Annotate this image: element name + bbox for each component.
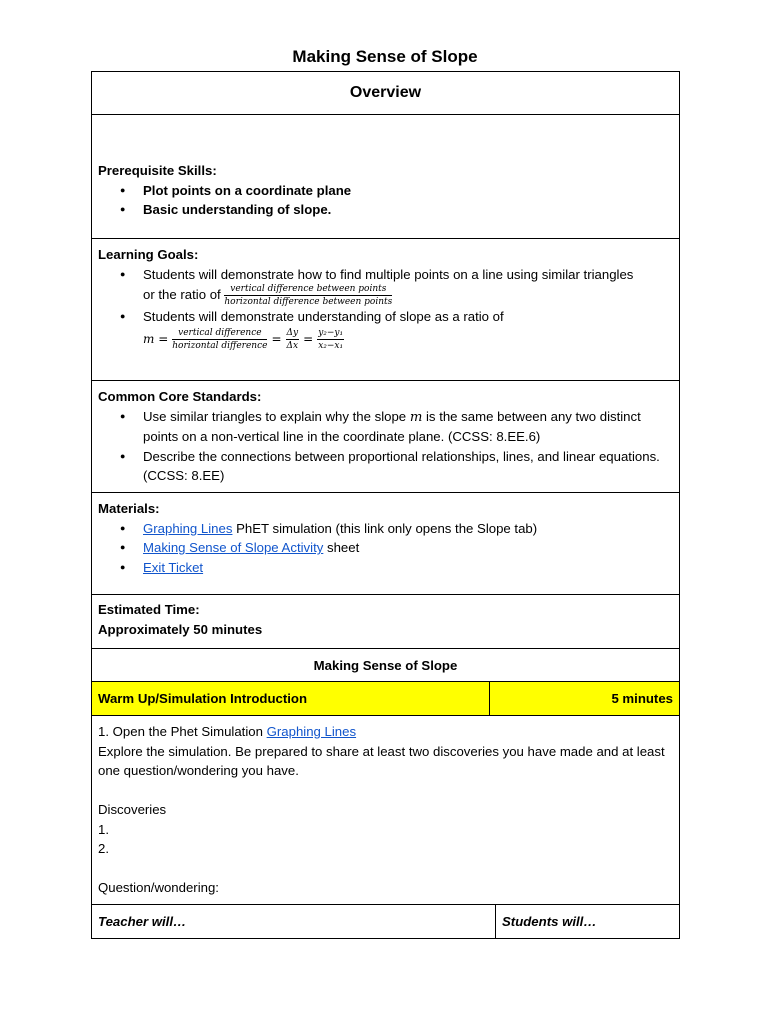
- fraction-numerator: Δy: [286, 328, 299, 338]
- list-item: [98, 519, 673, 539]
- warmup-row: [92, 681, 679, 715]
- graphing-lines-link[interactable]: Graphing Lines: [266, 724, 357, 739]
- materials-label: Materials:: [98, 501, 160, 516]
- material-text: sheet: [323, 540, 360, 555]
- slope-variable: m: [409, 409, 423, 425]
- discovery-item: 2.: [98, 841, 109, 856]
- activity-sheet-link[interactable]: Making Sense of Slope Activity: [143, 540, 324, 555]
- fraction-denominator: Δx: [286, 341, 299, 351]
- prerequisite-section: [92, 114, 679, 238]
- document-title: Making Sense of Slope: [292, 47, 478, 66]
- discoveries-label: Discoveries: [98, 802, 167, 817]
- discovery-item: 1.: [98, 821, 109, 837]
- equation-fraction: [317, 328, 344, 351]
- time-value: Approximately 50 minutes: [98, 621, 263, 637]
- standards-list: [98, 407, 673, 486]
- equation-fraction: [286, 328, 300, 351]
- learning-goals-section: [92, 238, 679, 380]
- overview-heading: Overview: [349, 84, 422, 101]
- ratio-fraction: [224, 284, 392, 307]
- list-item: ● Students will demonstrate understanding of slope as a ratio of: [98, 307, 673, 327]
- standards-section: [92, 380, 679, 492]
- fraction-denominator: horizontal difference: [172, 341, 268, 351]
- slope-equation: [98, 327, 673, 353]
- graphing-lines-link[interactable]: Graphing Lines: [143, 520, 233, 536]
- prerequisite-list: [98, 181, 673, 220]
- list-item: ● Plot points on a coordinate plane: [98, 181, 673, 201]
- equation-fraction: [172, 328, 267, 351]
- equals-sign: =: [303, 331, 314, 346]
- step-text: 1. Open the Phet Simulation: [98, 724, 267, 739]
- warmup-time: 5 minutes: [611, 691, 673, 706]
- list-item: [98, 558, 673, 578]
- list-item: [98, 265, 673, 308]
- standard-text: is the same between any two distinct points on a non-vertical line in the coordinate plane. (CCSS: 8.EE.6): [143, 408, 641, 444]
- equation-m: m =: [143, 331, 169, 346]
- exit-ticket-link[interactable]: Exit Ticket: [143, 559, 204, 575]
- lesson-heading: Making Sense of Slope: [92, 648, 679, 681]
- standard-text: Use similar triangles to explain why the slope: [143, 408, 407, 424]
- time-section: [92, 594, 679, 648]
- learning-goals-label: Learning Goals:: [98, 247, 199, 262]
- step-description: Explore the simulation. Be prepared to share at least two discoveries you have made and at least one question/wondering you have.: [98, 743, 665, 778]
- fraction-numerator: y₂−y₁: [318, 328, 344, 338]
- fraction-denominator: horizontal difference between points: [224, 297, 393, 307]
- question-label: Question/wondering:: [98, 880, 219, 895]
- goal-ratio-prefix: or the ratio of: [143, 286, 221, 302]
- fraction-numerator: vertical difference between points: [224, 284, 392, 296]
- lesson-table: [91, 71, 680, 939]
- list-item: [98, 407, 673, 447]
- materials-list: [98, 519, 673, 578]
- list-item: ● Describe the connections between proportional relationships, lines, and linear equations. (CCSS: 8.EE): [98, 447, 673, 486]
- roles-row: [92, 904, 679, 938]
- fraction-denominator: x₂−x₁: [318, 341, 344, 351]
- fraction-numerator: vertical difference: [172, 328, 267, 340]
- material-text: PhET simulation (this link only opens the Slope tab): [232, 520, 538, 536]
- standards-label: Common Core Standards:: [98, 389, 262, 404]
- learning-goals-list: [98, 265, 673, 327]
- warmup-label: Warm Up/Simulation Introduction: [92, 682, 490, 715]
- warmup-content: [92, 715, 679, 904]
- materials-section: [92, 492, 679, 594]
- equals-sign: =: [271, 331, 282, 346]
- list-item: [98, 538, 673, 558]
- students-label: Students will…: [502, 914, 597, 929]
- teacher-label: Teacher will…: [92, 905, 496, 938]
- step-1: [98, 722, 673, 742]
- prerequisite-label: Prerequisite Skills:: [98, 163, 217, 178]
- goal-text: Students will demonstrate how to find multiple points on a line using similar triangles: [143, 266, 634, 282]
- time-label: Estimated Time:: [98, 602, 200, 617]
- list-item: ● Basic understanding of slope.: [98, 200, 673, 220]
